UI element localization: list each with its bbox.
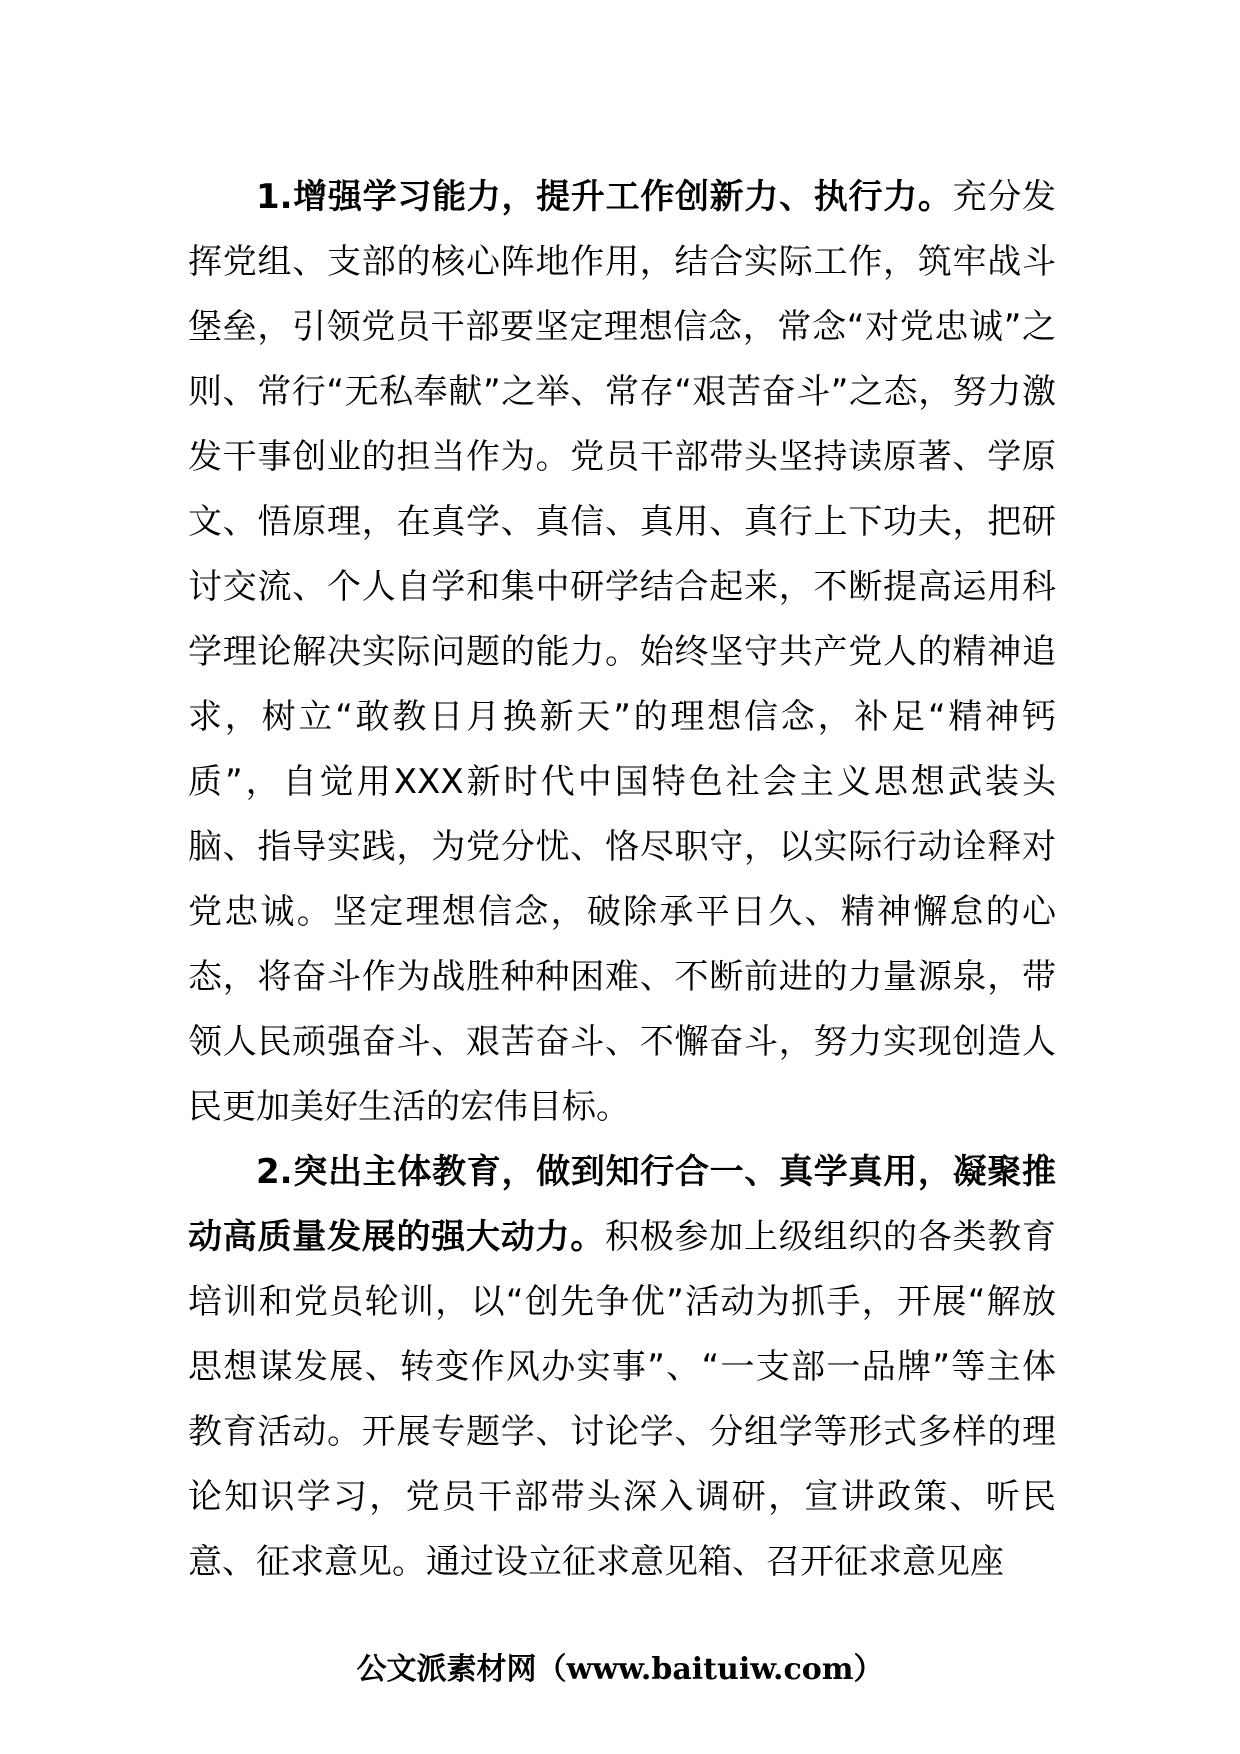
paragraph-1 bbox=[188, 165, 1056, 1140]
paragraph-2-text: 积极参加上级组织的各类教育培训和党员轮训，以“创先争优”活动为抓手，开展“解放思想谋发展、转变作风办实事”、“一支部一品牌”等主体教育活动。开展专题学、讨论学、分组学等形式多样的理论知识学习，党员干部带头深入调研，宣讲政策、听民意、征求意见。通过设立征求意见箱、召开征求意见座 bbox=[188, 1217, 1056, 1582]
paragraph-1-text: 充分发挥党组、支部的核心阵地作用，结合实际工作，筑牢战斗堡垒，引领党员干部要坚定理想信念，常念“对党忠诚”之则、常行“无私奉献”之举、常存“艰苦奋斗”之态，努力激发干事创业的担当作为。党员干部带头坚持读原著、学原文、悟原理，在真学、真信、真用、真行上下功夫，把研讨交流、个人自学和集中研学结合起来，不断提高运用科学理论解决实际问题的能力。始终坚守共产党人的精神追求，树立“敢教日月换新天”的理想信念，补足“精神钙质”，自觉用XXX新时代中国特色社会主义思想武装头脑、指导实践，为党分忧、恪尽职守，以实际行动诠释对党忠诚。坚定理想信念，破除承平日久、精神懈怠的心态，将奋斗作为战胜种种困难、不断前进的力量源泉，带领人民顽强奋斗、艰苦奋斗、不懈奋斗，努力实现创造人民更加美好生活的宏伟目标。 bbox=[188, 177, 1056, 1127]
footer-watermark: 公文派素材网（www.baituiw.com） bbox=[356, 1652, 884, 1687]
paragraph-2-heading: 2.突出主体教育，做到知行合一、真学真用，凝聚推动高质量发展的强大动力。 bbox=[188, 1152, 1056, 1257]
document-body bbox=[188, 165, 1056, 1595]
paragraph-2 bbox=[188, 1140, 1056, 1595]
paragraph-1-heading: 1.增强学习能力，提升工作创新力、执行力。 bbox=[256, 177, 953, 217]
